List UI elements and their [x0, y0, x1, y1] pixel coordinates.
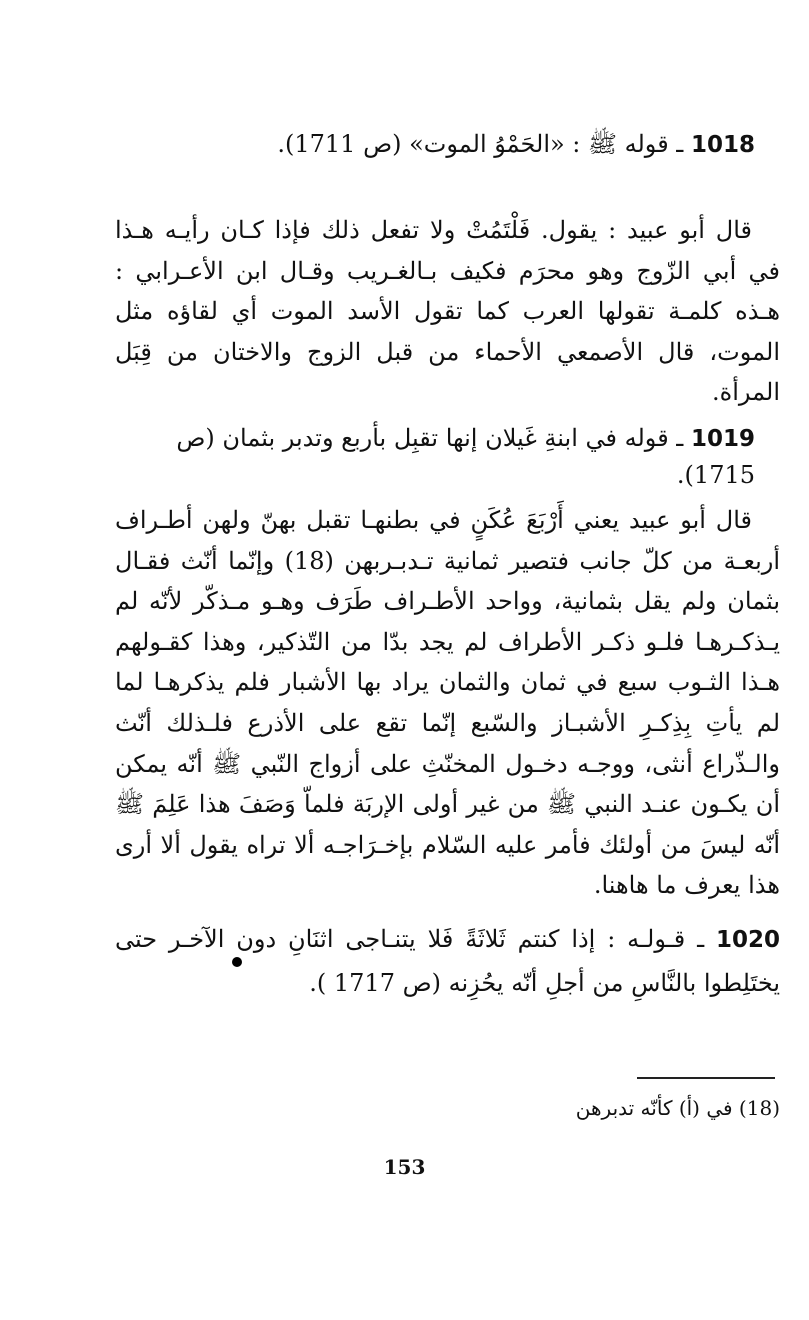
entry-body-text: قال أبو عبيد يعني أَرْبَعَ عُكَنٍ في بطنهـا تقبل بهنّ ولهن أطـراف أربعـة من كلّ جانب فتصير ثمانية تـدبـربهن (18) وإنّما أنّث فقـال بثمان ولم يقل بثمانية، وواحد الأطـراف طَرَف وهـو مـذكّر لأنّه لم يـذكـرهـا فلـو ذكـر الأطراف لم يجد بدّا من التّذكير، وهذا كقـولهم هـذا الثـوب سبع في ثمان والثمان يراد بها الأشبار فلم يذكرهـا لما لم يأتِ بِذِكـرِ الأشبـاز والسّبع إنّما تقع على الأذرع فلـذلك أنّث والـذّراع أنثى، ووجـه دخـول المخنّثِ على أزواج النّبي ﷺ أنّه يمكن أن يكـون عنـد النبي ﷺ من غير أولى الإربَة فلماّ وَصَفَ هذا عَلِمَ ﷺ أنّه ليسَ من أولئك فأمر عليه السّلام بإخـرَاجـه ألا تراه يقول ألا أرى هذا يعرف ما هاهنا. — [115, 506, 781, 900]
footnote-divider — [637, 1077, 775, 1079]
entry-heading-text: ـ قـولـه : إذا كنتم ثَلاثَةً فَلا يتنـاجى اثنَانِ دون الآخـر حتى يختَلِطوا بالنَّاسِ من أجلِ أنّه يحُزِنه (ص 1717 ). — [115, 925, 780, 997]
entry-1018-heading — [115, 126, 755, 163]
entry-1020-heading — [115, 918, 780, 1005]
footnote: (18) في (أ) كأنّه تدبرهن — [575, 1096, 780, 1120]
entry-body-text: قال أبو عبيد : يقول. فَلْتَمُتْ ولا تفعل ذلك فإذا كـان رأيـه هـذا في أبي الزّوج وهو محرَم فكيف بـالغـريب وقـال ابن الأعـرابي : هـذه كلمـة تقولها العرب كما تقول الأسد الموت أي لقاؤه مثل الموت، قال الأصمعي الأحماء من قبل الزوج والاختان من قِبَل المرأة. — [115, 216, 780, 407]
entry-number: 1020 — [715, 927, 780, 953]
entry-number: 1018 — [690, 132, 755, 158]
ink-dot — [232, 957, 242, 967]
entry-heading-text: ـ قوله ﷺ : «الحَمْوُ الموت» (ص 1711). — [277, 130, 684, 158]
entry-1019-heading — [115, 420, 755, 493]
entry-1019-body — [115, 500, 780, 906]
entry-heading-text: ـ قوله في ابنةِ غَيلان إنها تقبِل بأربع وتدبر بثمان (ص 1715). — [176, 424, 755, 489]
entry-1018-body — [115, 210, 780, 413]
page-number: 153 — [383, 1155, 426, 1179]
entry-number: 1019 — [690, 426, 755, 452]
